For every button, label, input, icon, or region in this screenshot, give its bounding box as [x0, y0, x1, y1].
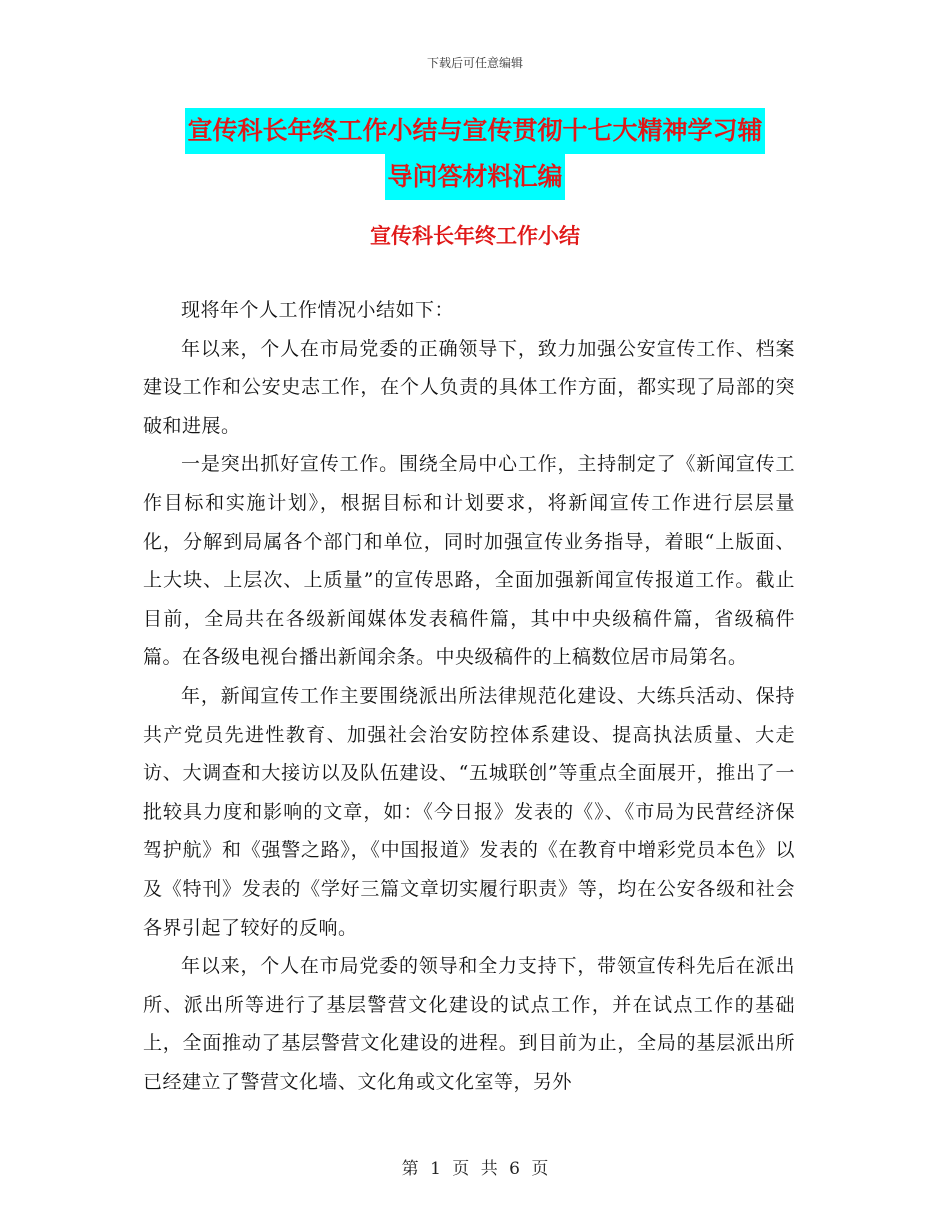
document-title-line-1: 宣传科长年终工作小结与宣传贯彻十七大精神学习辅	[185, 108, 764, 154]
document-title-line-2: 导问答材料汇编	[385, 154, 564, 200]
paragraph-5: 年以来，个人在市局党委的领导和全力支持下，带领宣传科先后在派出所、派出所等进行了基层警营文化建设的试点工作，并在试点工作的基础上，全面推动了基层警营文化建设的进程。到目前为止，全局的基层派出所已经建立了警营文化墙、文化角或文化室等，另外	[143, 955, 795, 1093]
header-note: 下载后可任意编辑	[426, 56, 523, 70]
page-footer: 第 1 页 共 6 页	[401, 1159, 549, 1179]
body-text	[143, 291, 795, 1101]
paragraph-1: 现将年个人工作情况小结如下：	[181, 299, 455, 321]
section-title: 宣传科长年终工作小结	[370, 224, 580, 248]
paragraph-2: 年以来，个人在市局党委的正确领导下，致力加强公安宣传工作、档案建设工作和公安史志工作，在个人负责的具体工作方面，都实现了局部的突破和进展。	[143, 337, 795, 437]
paragraph-4: 年，新闻宣传工作主要围绕派出所法律规范化建设、大练兵活动、保持共产党员先进性教育、加强社会治安防控体系建设、提高执法质量、大走访、大调查和大接访以及队伍建设、“五城联创”等重点全面展开，推出了一批较具力度和影响的文章，如：《今日报》发表的《》、《市局为民营经济保驾护航》和《强警之路》，《中国报道》发表的《在教育中增彩党员本色》以及《特刊》发表的《学好三篇文章切实履行职责》等，均在公安各级和社会各界引起了较好的反响。	[143, 684, 795, 939]
paragraph-3: 一是突出抓好宣传工作。围绕全局中心工作，主持制定了《新闻宣传工作目标和实施计划》，根据目标和计划要求，将新闻宣传工作进行层层量化，分解到局属各个部门和单位，同时加强宣传业务指导，着眼“上版面、上大块、上层次、上质量”的宣传思路，全面加强新闻宣传报道工作。截止目前，全局共在各级新闻媒体发表稿件篇，其中中央级稿件篇，省级稿件篇。在各级电视台播出新闻余条。中央级稿件的上稿数位居市局第名。	[143, 453, 795, 669]
document-title	[0, 108, 950, 200]
